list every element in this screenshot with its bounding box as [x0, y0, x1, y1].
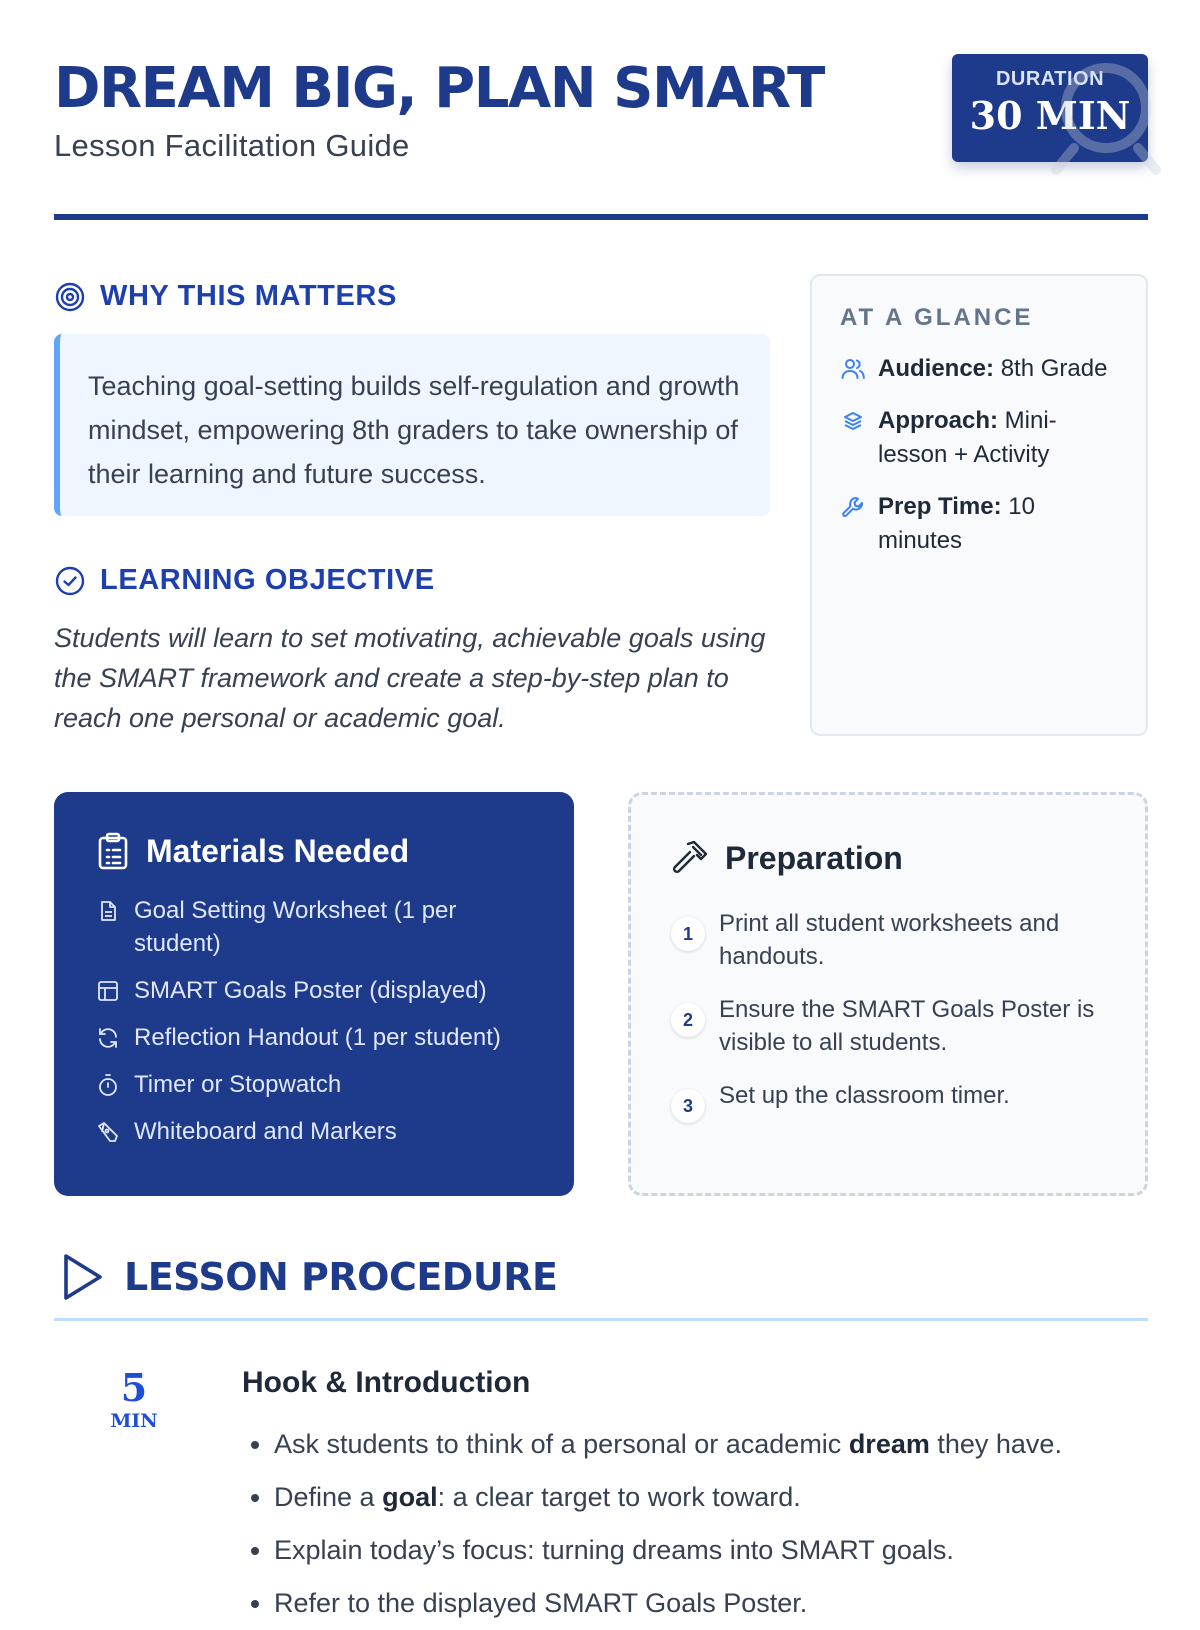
preparation-heading: Preparation: [725, 839, 903, 876]
material-item: [96, 1115, 526, 1148]
material-text: Whiteboard and Markers: [134, 1118, 397, 1145]
stopwatch-icon: [96, 1073, 120, 1097]
prep-step-text: Ensure the SMART Goals Poster is visible to all students.: [719, 996, 1095, 1056]
why-callout: Teaching goal-setting builds self-regulation and growth mindset, empowering 8th graders to take ownership of their learning and future success.: [54, 334, 770, 516]
glance-item-approach: [840, 404, 1120, 472]
layers-icon: [840, 408, 866, 434]
step-bullets: [274, 1418, 1154, 1630]
clipboard-icon: [96, 832, 130, 870]
lesson-header: [54, 54, 1148, 224]
glance-value: 10 minutes: [878, 493, 1035, 554]
duration-label: DURATION: [995, 68, 1105, 90]
prep-step-text: Set up the classroom timer.: [719, 1082, 1010, 1109]
glance-label: Audience:: [878, 355, 995, 382]
wrench-icon: [840, 494, 866, 520]
why-heading-text: WHY THIS MATTERS: [100, 280, 397, 312]
glance-value: 8th Grade: [1000, 355, 1108, 382]
glance-heading: AT A GLANCE: [840, 304, 1034, 331]
list-item: • Explain today’s focus: turning dreams into SMART goals.: [274, 1524, 1154, 1577]
material-text: Reflection Handout (1 per student): [134, 1024, 501, 1051]
step-number: 3: [671, 1089, 705, 1123]
prep-step: [671, 1079, 1105, 1123]
document-icon: [96, 899, 120, 923]
glance-label: Prep Time:: [878, 493, 1002, 520]
material-item: [96, 974, 526, 1007]
step-title: Hook & Introduction: [242, 1366, 531, 1399]
glance-value: Mini-lesson + Activity: [878, 407, 1057, 468]
step-number: 1: [671, 917, 705, 951]
objective-text: Students will learn to set motivating, achievable goals using the SMART framework and create a step-by-step plan to reach one personal or academic goal.: [54, 623, 766, 733]
material-item: [96, 894, 526, 960]
duration-value: 30 MIN: [969, 93, 1131, 138]
material-text: Goal Setting Worksheet (1 per student): [134, 897, 457, 957]
material-item: [96, 1068, 526, 1101]
check-circle-icon: [54, 565, 86, 597]
glance-item-audience: [840, 352, 1120, 386]
glance-label: Approach:: [878, 407, 998, 434]
at-a-glance-panel: [810, 274, 1148, 736]
marker-icon: [96, 1120, 120, 1144]
hammer-icon: [671, 839, 709, 877]
prep-step-text: Print all student worksheets and handouts.: [719, 910, 1060, 970]
refresh-icon: [96, 1026, 120, 1050]
step-duration: [100, 1366, 168, 1432]
material-item: [96, 1021, 526, 1054]
procedure-heading-text: LESSON PROCEDURE: [124, 1255, 558, 1299]
users-icon: [840, 356, 866, 382]
page-title: DREAM BIG, PLAN SMART: [54, 56, 824, 121]
list-item: • Ask students to think of a personal or academic dream they have.: [274, 1418, 1154, 1471]
procedure-divider: [54, 1318, 1148, 1321]
header-divider: [54, 214, 1148, 220]
glance-item-prep-time: [840, 490, 1120, 558]
list-item: • Define a goal: a clear target to work toward.: [274, 1471, 1154, 1524]
page-subtitle: Lesson Facilitation Guide: [54, 128, 410, 163]
objective-heading: [54, 564, 435, 597]
materials-card: [54, 792, 574, 1196]
step-number: 2: [671, 1003, 705, 1037]
prep-step: [671, 907, 1105, 973]
prep-step: [671, 993, 1105, 1059]
step-minutes: 5: [120, 1365, 148, 1410]
duration-badge: [952, 54, 1148, 162]
step-unit: MIN: [110, 1410, 158, 1432]
preparation-card: [628, 792, 1148, 1196]
layout-icon: [96, 979, 120, 1003]
material-text: SMART Goals Poster (displayed): [134, 977, 487, 1004]
materials-heading: Materials Needed: [146, 832, 410, 869]
target-icon: [54, 281, 86, 313]
list-item: • Refer to the displayed SMART Goals Poster.: [274, 1577, 1154, 1630]
procedure-heading: [58, 1252, 557, 1302]
play-icon: [58, 1252, 104, 1302]
why-heading: [54, 280, 397, 313]
material-text: Timer or Stopwatch: [134, 1071, 342, 1098]
objective-heading-text: LEARNING OBJECTIVE: [100, 564, 435, 596]
